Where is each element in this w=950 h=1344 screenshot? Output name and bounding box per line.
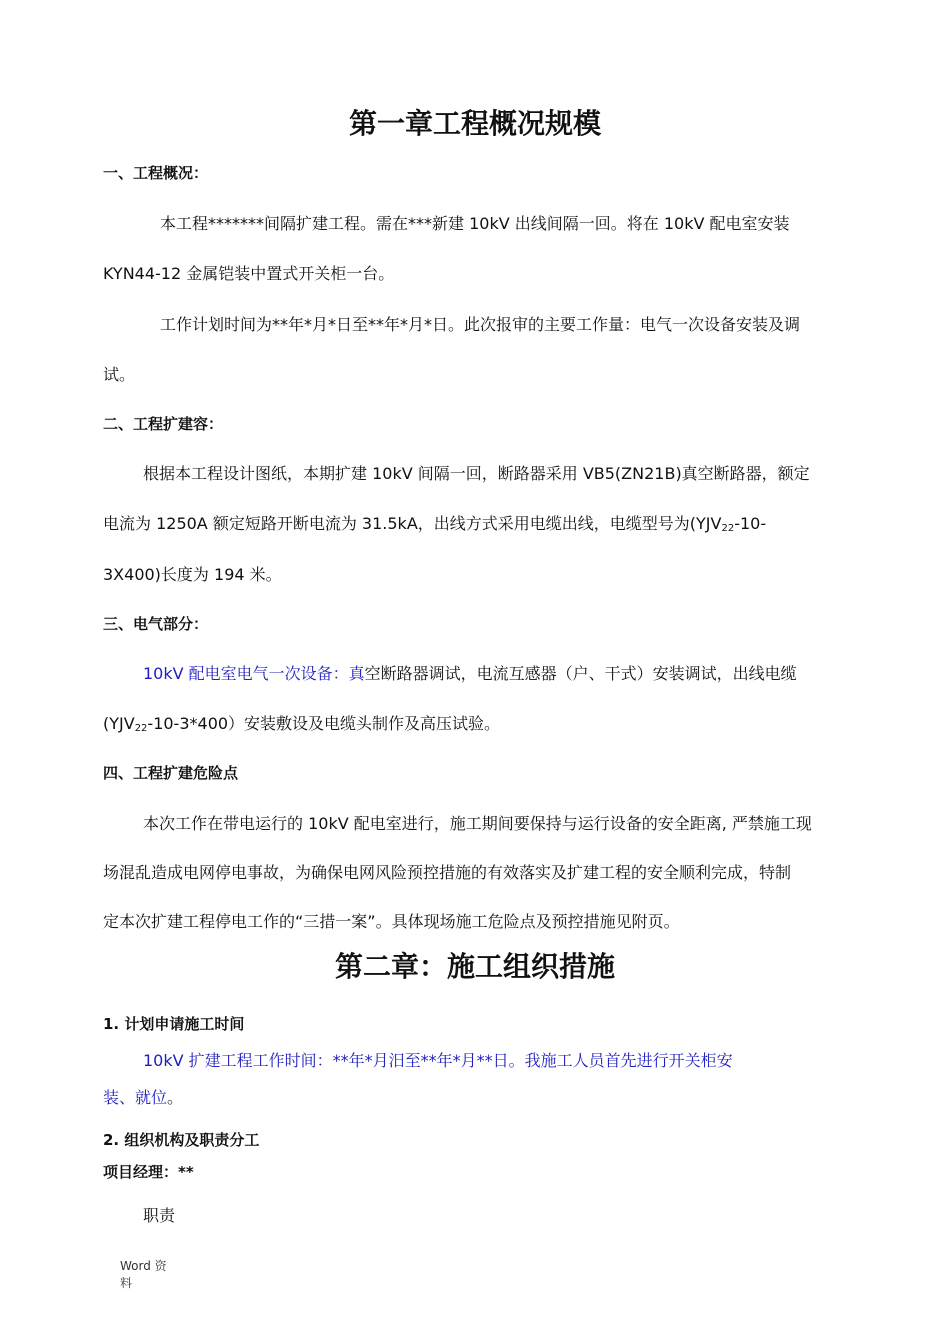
footer-line2: 料: [120, 1276, 133, 1290]
section3-line1-blue: 10kV 配电室电气一次设备：真: [143, 664, 365, 683]
item1-line2-end: 。: [167, 1088, 184, 1107]
item2-heading: 2. 组织机构及职责分工: [103, 1131, 260, 1149]
section1-para2-line1: 工作计划时间为**年*月*日至**年*月*日。此次报审的主要工作量：电气一次设备安装及调: [160, 315, 801, 334]
section2-line2-text: 电流为 1250A 额定短路开断电流为 31.5kA，出线方式采用电缆出线，电缆型号为(YJV: [103, 514, 722, 533]
item1-line2-blue: 装、就位: [103, 1088, 168, 1107]
section3-heading: 三、电气部分：: [103, 615, 209, 633]
section3-line2-sub: 22: [134, 723, 148, 734]
footer-note: [120, 1258, 180, 1292]
section4-line1: 本次工作在带电运行的 10kV 配电室进行，施工期间要保持与运行设备的安全距离, 严禁施工现: [143, 814, 812, 833]
section2-heading: 二、工程扩建容：: [103, 415, 224, 433]
section1-para1-line2: KYN44-12 金属铠装中置式开关柜一台。: [103, 264, 395, 283]
section4-line3: 定本次扩建工程停电工作的“三措一案”。具体现场施工危险点及预控措施见附页。: [103, 912, 680, 931]
section1-para1-line1: 本工程*******间隔扩建工程。需在***新建 10kV 出线间隔一回。将在 10kV 配电室安装: [160, 214, 790, 233]
section2-line1: 根据本工程设计图纸，本期扩建 10kV 间隔一回，断路器采用 VB5(ZN21B)真空断路器，额定: [143, 464, 810, 483]
section3-line1: [143, 661, 797, 684]
section3-line2: [103, 711, 500, 734]
section4-heading: 四、工程扩建危险点: [103, 764, 239, 782]
section1-para2-line2: 试。: [103, 365, 136, 384]
item1-line2: [103, 1085, 183, 1108]
section2-line3: 3X400)长度为 194 米。: [103, 565, 282, 584]
item1-heading: 1. 计划申请施工时间: [103, 1015, 245, 1033]
item1-line1: 10kV 扩建工程工作时间：**年*月汨至**年*月**日。我施工人员首先进行开关柜安: [143, 1051, 733, 1070]
section3-line1-rest: 空断路器调试，电流互感器（户、干式）安装调试，出线电缆: [364, 664, 797, 683]
section2-line2-tail: -10-: [734, 514, 767, 533]
section2-line2: [103, 511, 766, 534]
section1-heading: 一、工程概况：: [103, 164, 209, 182]
chapter2-title: 第二章：施工组织措施: [334, 950, 615, 983]
section4-line2: 场混乱造成电网停电事故，为确保电网风险预控措施的有效落实及扩建工程的安全顺利完成，特制: [103, 863, 792, 882]
footer-line1: Word 资: [120, 1259, 167, 1273]
duty-label: 职责: [143, 1206, 176, 1225]
project-manager: 项目经理：**: [103, 1163, 194, 1181]
section3-line2-a: (YJV: [103, 714, 135, 733]
section3-line2-b: -10-3*400）安装敷设及电缆头制作及高压试验。: [147, 714, 501, 733]
chapter1-title: 第一章工程概况规模: [348, 107, 601, 140]
section2-line2-sub: 22: [721, 523, 735, 534]
